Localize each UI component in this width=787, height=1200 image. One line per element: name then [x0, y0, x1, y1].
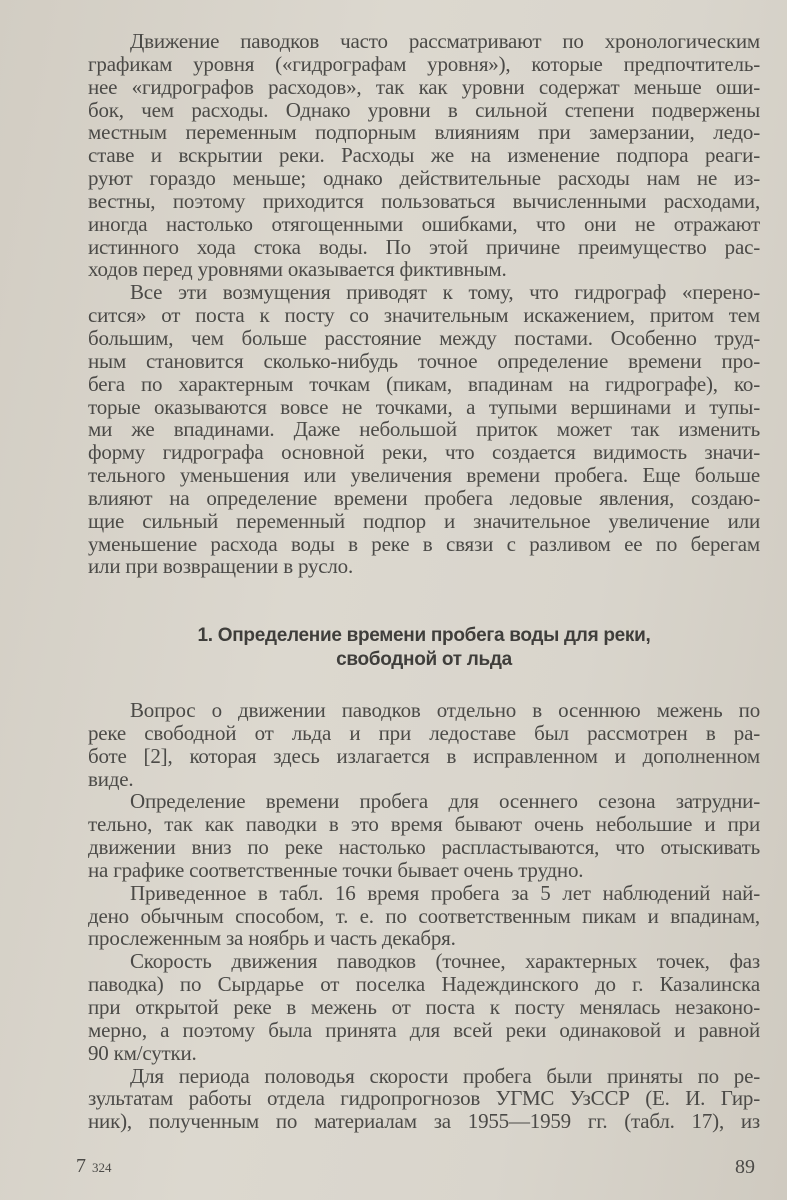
- text-line: паводка) по Сырдарье от поселка Надеждинского до г. Казалинска: [88, 972, 760, 997]
- signature-number: 7: [76, 1155, 86, 1177]
- paragraph: [88, 30, 760, 281]
- text-line: вестны, поэтому приходится пользоваться вычисленными расходами,: [88, 188, 760, 213]
- text-line: руют гораздо меньше; однако действительные расходы нам не из-: [88, 166, 760, 191]
- text-line: Все эти возмущения приводят к тому, что гидрограф «перено-: [130, 280, 760, 305]
- text-line: местным переменным подпорным влияниям при замерзании, ледо-: [88, 120, 760, 145]
- text-line: зультатам работы отдела гидропрогнозов УГМС УзССР (Е. И. Гир-: [88, 1086, 760, 1111]
- text-line: Приведенное в табл. 16 время пробега за 5 лет наблюдений най-: [130, 880, 760, 905]
- paragraph: [88, 882, 760, 951]
- text-line: реке свободной от льда и при ледоставе был рассмотрен в ра-: [88, 720, 760, 745]
- text-line: или при возвращении в русло.: [88, 554, 354, 579]
- text-line: ставе и вскрытии реки. Расходы же на изменение подпора реаги-: [88, 143, 760, 168]
- page-number: 89: [735, 1156, 755, 1178]
- signature-mark: [76, 1155, 112, 1178]
- text-line: на графике соответственные точки бывает очень трудно.: [88, 857, 584, 882]
- text-line: прослеженным за ноябрь и часть декабря.: [88, 926, 456, 951]
- text-line: движении вниз по реке настолько распластываются, что отыскивать: [88, 835, 760, 860]
- text-line: бега по характерным точкам (пикам, впадинам на гидрографе), ко-: [88, 371, 760, 396]
- text-line: Скорость движения паводков (точнее, характерных точек, фаз: [130, 949, 760, 974]
- text-line: при открытой реке в межень от поста к посту менялась незаконо-: [88, 994, 760, 1019]
- text-line: виде.: [88, 766, 134, 791]
- text-line: большим, чем больше расстояние между постами. Особенно труд-: [88, 325, 760, 350]
- text-line: тельно, так как паводки в это время бывают очень небольшие и при: [88, 812, 760, 837]
- text-line: графикам уровня («гидрографам уровня»), которые предпочтитель-: [88, 51, 760, 76]
- paragraph: [88, 699, 760, 790]
- section-heading: [88, 624, 760, 672]
- text-line: Вопрос о движении паводков отдельно в осеннюю межень по: [130, 698, 760, 722]
- section-heading-line-1: 1. Определение времени пробега воды для реки,: [197, 625, 651, 646]
- text-line: ник), полученным по материалам за 1955—1959 гг. (табл. 17), из: [88, 1109, 760, 1134]
- text-line: боте [2], которая здесь излагается в исправленном и дополненном: [88, 743, 760, 768]
- text-line: ходов перед уровнями оказывается фиктивным.: [88, 257, 507, 282]
- paragraph: [88, 1065, 760, 1134]
- text-line: иногда настолько отягощенными ошибками, что они не отражают: [88, 211, 760, 236]
- text-line: сится» от поста к посту со значительным искажением, притом тем: [88, 303, 760, 328]
- section-heading-line-2: свободной от льда: [336, 649, 512, 670]
- body-text-bottom: [88, 699, 760, 1133]
- text-line: бок, чем расходы. Однако уровни в сильной степени подвержены: [88, 97, 760, 122]
- text-line: влияют на определение времени пробега ледовые явления, создаю-: [88, 485, 760, 510]
- text-line: ми же впадинами. Даже небольшой приток может так изменить: [88, 417, 760, 442]
- text-line: нее «гидрографов расходов», так как уровни содержат меньше оши-: [88, 74, 760, 99]
- text-line: мерно, а поэтому была принята для всей реки одинаковой и равной: [88, 1017, 760, 1042]
- text-line: уменьшение расхода воды в реке в связи с разливом ее по берегам: [88, 531, 760, 556]
- text-line: форму гидрографа основной реки, что создается видимость значи-: [88, 440, 760, 465]
- text-line: Определение времени пробега для осеннего сезона затрудни-: [130, 789, 760, 814]
- text-line: Движение паводков часто рассматривают по хронологическим: [130, 29, 760, 53]
- paragraph: [88, 790, 760, 881]
- text-line: дено обычным способом, т. е. по соответственным пикам и впадинам,: [88, 903, 760, 928]
- text-line: ным становится сколько-нибудь точное определение времени про-: [88, 348, 760, 373]
- text-line: Для периода половодья скорости пробега были приняты по ре-: [130, 1063, 760, 1088]
- text-line: 90 км/сутки.: [88, 1040, 197, 1065]
- text-line: торые оказываются вовсе не точками, а тупыми вершинами и тупы-: [88, 394, 760, 419]
- text-line: тельного уменьшения или увеличения времени пробега. Еще больше: [88, 463, 760, 488]
- paragraph: [88, 950, 760, 1064]
- signature-code: 324: [92, 1160, 112, 1175]
- body-text-top: [88, 30, 760, 578]
- text-line: щие сильный переменный подпор и значительное увеличение или: [88, 508, 760, 533]
- paragraph: [88, 281, 760, 578]
- text-line: истинного хода стока воды. По этой причине преимущество рас-: [88, 234, 760, 259]
